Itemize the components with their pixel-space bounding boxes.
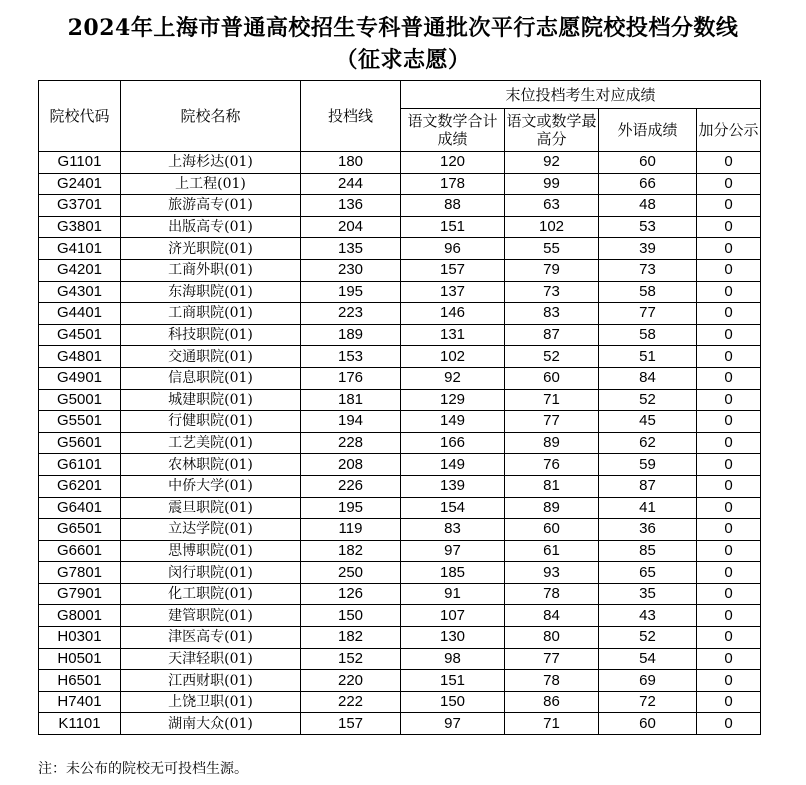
cell-chinese-or-math-max: 84 — [505, 605, 599, 627]
cell-code: G2401 — [39, 173, 121, 195]
cell-code: G6401 — [39, 497, 121, 519]
cell-name: 工商职院(01) — [121, 303, 301, 325]
cell-name: 农林职院(01) — [121, 454, 301, 476]
cell-chinese-or-math-max: 80 — [505, 627, 599, 649]
cell-chinese-math-total: 107 — [401, 605, 505, 627]
cell-name: 信息职院(01) — [121, 367, 301, 389]
table-row — [39, 691, 761, 713]
cell-code: G4401 — [39, 303, 121, 325]
cell-chinese-math-total: 88 — [401, 195, 505, 217]
cell-foreign-language: 58 — [599, 324, 697, 346]
table-row — [39, 367, 761, 389]
cell-line: 250 — [301, 562, 401, 584]
cell-bonus: 0 — [697, 562, 761, 584]
table-row — [39, 605, 761, 627]
table-row — [39, 475, 761, 497]
cell-bonus: 0 — [697, 324, 761, 346]
cell-foreign-language: 43 — [599, 605, 697, 627]
cell-code: G8001 — [39, 605, 121, 627]
table-row — [39, 411, 761, 433]
cell-chinese-or-math-max: 89 — [505, 432, 599, 454]
cell-bonus: 0 — [697, 583, 761, 605]
score-table — [38, 80, 761, 735]
cell-name: 中侨大学(01) — [121, 475, 301, 497]
cell-code: G6101 — [39, 454, 121, 476]
cell-chinese-math-total: 178 — [401, 173, 505, 195]
cell-line: 230 — [301, 259, 401, 281]
cell-chinese-math-total: 130 — [401, 627, 505, 649]
cell-chinese-or-math-max: 99 — [505, 173, 599, 195]
table-row — [39, 454, 761, 476]
cell-chinese-or-math-max: 79 — [505, 259, 599, 281]
cell-line: 150 — [301, 605, 401, 627]
cell-chinese-or-math-max: 52 — [505, 346, 599, 368]
cell-chinese-or-math-max: 55 — [505, 238, 599, 260]
page-subtitle: （征求志愿） — [335, 47, 471, 73]
cell-chinese-or-math-max: 87 — [505, 324, 599, 346]
cell-chinese-or-math-max: 63 — [505, 195, 599, 217]
header-foreign-language: 外语成绩 — [599, 109, 697, 152]
cell-chinese-math-total: 157 — [401, 259, 505, 281]
cell-name: 思博职院(01) — [121, 540, 301, 562]
cell-name: 湖南大众(01) — [121, 713, 301, 735]
cell-name: 津医高专(01) — [121, 627, 301, 649]
cell-chinese-or-math-max: 102 — [505, 216, 599, 238]
cell-chinese-or-math-max: 78 — [505, 670, 599, 692]
cell-chinese-or-math-max: 89 — [505, 497, 599, 519]
table-row — [39, 713, 761, 735]
table-row — [39, 432, 761, 454]
cell-line: 195 — [301, 497, 401, 519]
cell-code: G4201 — [39, 259, 121, 281]
cell-name: 闵行职院(01) — [121, 562, 301, 584]
cell-chinese-math-total: 83 — [401, 519, 505, 541]
cell-chinese-math-total: 91 — [401, 583, 505, 605]
cell-chinese-math-total: 150 — [401, 691, 505, 713]
cell-chinese-or-math-max: 60 — [505, 367, 599, 389]
header-bonus: 加分公示 — [697, 109, 761, 152]
table-row — [39, 238, 761, 260]
cell-chinese-math-total: 92 — [401, 367, 505, 389]
cell-name: 济光职院(01) — [121, 238, 301, 260]
cell-line: 135 — [301, 238, 401, 260]
cell-line: 223 — [301, 303, 401, 325]
cell-line: 181 — [301, 389, 401, 411]
cell-code: G4501 — [39, 324, 121, 346]
cell-line: 208 — [301, 454, 401, 476]
cell-bonus: 0 — [697, 605, 761, 627]
cell-chinese-math-total: 146 — [401, 303, 505, 325]
cell-foreign-language: 39 — [599, 238, 697, 260]
cell-bonus: 0 — [697, 389, 761, 411]
cell-foreign-language: 72 — [599, 691, 697, 713]
cell-chinese-or-math-max: 81 — [505, 475, 599, 497]
cell-foreign-language: 87 — [599, 475, 697, 497]
cell-bonus: 0 — [697, 540, 761, 562]
header-line: 投档线 — [301, 81, 401, 152]
table-row — [39, 670, 761, 692]
cell-code: G4301 — [39, 281, 121, 303]
table-row — [39, 152, 761, 174]
cell-chinese-or-math-max: 60 — [505, 519, 599, 541]
cell-chinese-math-total: 154 — [401, 497, 505, 519]
table-row — [39, 540, 761, 562]
cell-chinese-or-math-max: 77 — [505, 411, 599, 433]
cell-chinese-math-total: 151 — [401, 670, 505, 692]
table-row — [39, 389, 761, 411]
page-title: 2024年上海市普通高校招生专科普通批次平行志愿院校投档分数线 — [67, 15, 739, 41]
header-chinese-math-total: 语文数学合计成绩 — [401, 109, 505, 152]
header-group: 末位投档考生对应成绩 — [401, 81, 761, 109]
cell-chinese-math-total: 185 — [401, 562, 505, 584]
cell-chinese-or-math-max: 73 — [505, 281, 599, 303]
cell-bonus: 0 — [697, 152, 761, 174]
cell-name: 上海杉达(01) — [121, 152, 301, 174]
cell-foreign-language: 58 — [599, 281, 697, 303]
table-row — [39, 562, 761, 584]
cell-code: H7401 — [39, 691, 121, 713]
cell-name: 江西财职(01) — [121, 670, 301, 692]
cell-name: 科技职院(01) — [121, 324, 301, 346]
cell-chinese-or-math-max: 61 — [505, 540, 599, 562]
cell-foreign-language: 54 — [599, 648, 697, 670]
cell-code: G4101 — [39, 238, 121, 260]
cell-line: 228 — [301, 432, 401, 454]
cell-foreign-language: 41 — [599, 497, 697, 519]
cell-chinese-math-total: 97 — [401, 713, 505, 735]
cell-name: 交通职院(01) — [121, 346, 301, 368]
cell-code: G3801 — [39, 216, 121, 238]
cell-foreign-language: 59 — [599, 454, 697, 476]
cell-bonus: 0 — [697, 475, 761, 497]
cell-bonus: 0 — [697, 432, 761, 454]
cell-chinese-or-math-max: 93 — [505, 562, 599, 584]
cell-code: G6601 — [39, 540, 121, 562]
cell-chinese-or-math-max: 71 — [505, 713, 599, 735]
cell-name: 上饶卫职(01) — [121, 691, 301, 713]
cell-foreign-language: 65 — [599, 562, 697, 584]
cell-name: 天津轻职(01) — [121, 648, 301, 670]
cell-bonus: 0 — [697, 346, 761, 368]
cell-code: H6501 — [39, 670, 121, 692]
header-code: 院校代码 — [39, 81, 121, 152]
cell-chinese-or-math-max: 92 — [505, 152, 599, 174]
cell-bonus: 0 — [697, 411, 761, 433]
cell-line: 220 — [301, 670, 401, 692]
cell-code: G5501 — [39, 411, 121, 433]
cell-bonus: 0 — [697, 670, 761, 692]
cell-name: 上工程(01) — [121, 173, 301, 195]
table-row — [39, 519, 761, 541]
cell-bonus: 0 — [697, 173, 761, 195]
cell-line: 176 — [301, 367, 401, 389]
cell-bonus: 0 — [697, 281, 761, 303]
cell-name: 工商外职(01) — [121, 259, 301, 281]
cell-line: 153 — [301, 346, 401, 368]
cell-code: G1101 — [39, 152, 121, 174]
cell-chinese-math-total: 98 — [401, 648, 505, 670]
cell-line: 189 — [301, 324, 401, 346]
cell-name: 行健职院(01) — [121, 411, 301, 433]
cell-foreign-language: 62 — [599, 432, 697, 454]
table-row — [39, 259, 761, 281]
cell-bonus: 0 — [697, 713, 761, 735]
cell-foreign-language: 52 — [599, 389, 697, 411]
table-row — [39, 648, 761, 670]
cell-chinese-math-total: 139 — [401, 475, 505, 497]
cell-bonus: 0 — [697, 367, 761, 389]
table-row — [39, 173, 761, 195]
cell-bonus: 0 — [697, 216, 761, 238]
cell-foreign-language: 66 — [599, 173, 697, 195]
cell-foreign-language: 45 — [599, 411, 697, 433]
cell-bonus: 0 — [697, 303, 761, 325]
cell-foreign-language: 77 — [599, 303, 697, 325]
cell-code: H0301 — [39, 627, 121, 649]
cell-foreign-language: 51 — [599, 346, 697, 368]
cell-foreign-language: 60 — [599, 713, 697, 735]
cell-name: 出版高专(01) — [121, 216, 301, 238]
cell-line: 182 — [301, 627, 401, 649]
cell-foreign-language: 36 — [599, 519, 697, 541]
cell-code: G6501 — [39, 519, 121, 541]
cell-name: 立达学院(01) — [121, 519, 301, 541]
cell-bonus: 0 — [697, 259, 761, 281]
table-row — [39, 583, 761, 605]
cell-name: 旅游高专(01) — [121, 195, 301, 217]
cell-bonus: 0 — [697, 497, 761, 519]
cell-foreign-language: 85 — [599, 540, 697, 562]
cell-foreign-language: 53 — [599, 216, 697, 238]
cell-code: G6201 — [39, 475, 121, 497]
cell-chinese-math-total: 102 — [401, 346, 505, 368]
cell-chinese-math-total: 97 — [401, 540, 505, 562]
table-row — [39, 497, 761, 519]
cell-code: G3701 — [39, 195, 121, 217]
cell-name: 震旦职院(01) — [121, 497, 301, 519]
cell-line: 136 — [301, 195, 401, 217]
table-row — [39, 281, 761, 303]
cell-code: H0501 — [39, 648, 121, 670]
cell-code: G4901 — [39, 367, 121, 389]
cell-bonus: 0 — [697, 238, 761, 260]
table-row — [39, 195, 761, 217]
cell-code: K1101 — [39, 713, 121, 735]
cell-line: 195 — [301, 281, 401, 303]
cell-chinese-math-total: 137 — [401, 281, 505, 303]
cell-line: 182 — [301, 540, 401, 562]
cell-line: 126 — [301, 583, 401, 605]
cell-chinese-math-total: 149 — [401, 454, 505, 476]
cell-code: G5001 — [39, 389, 121, 411]
cell-chinese-math-total: 151 — [401, 216, 505, 238]
cell-chinese-math-total: 131 — [401, 324, 505, 346]
cell-bonus: 0 — [697, 519, 761, 541]
cell-chinese-math-total: 166 — [401, 432, 505, 454]
cell-foreign-language: 48 — [599, 195, 697, 217]
cell-name: 城建职院(01) — [121, 389, 301, 411]
cell-bonus: 0 — [697, 454, 761, 476]
cell-chinese-or-math-max: 77 — [505, 648, 599, 670]
cell-foreign-language: 73 — [599, 259, 697, 281]
table-row — [39, 627, 761, 649]
cell-line: 226 — [301, 475, 401, 497]
cell-chinese-math-total: 120 — [401, 152, 505, 174]
cell-name: 化工职院(01) — [121, 583, 301, 605]
cell-line: 204 — [301, 216, 401, 238]
cell-code: G5601 — [39, 432, 121, 454]
cell-line: 180 — [301, 152, 401, 174]
cell-name: 建管职院(01) — [121, 605, 301, 627]
cell-code: G4801 — [39, 346, 121, 368]
header-name: 院校名称 — [121, 81, 301, 152]
cell-line: 244 — [301, 173, 401, 195]
cell-chinese-math-total: 149 — [401, 411, 505, 433]
cell-line: 222 — [301, 691, 401, 713]
table-row — [39, 324, 761, 346]
cell-bonus: 0 — [697, 691, 761, 713]
cell-line: 152 — [301, 648, 401, 670]
cell-chinese-or-math-max: 78 — [505, 583, 599, 605]
cell-line: 157 — [301, 713, 401, 735]
cell-chinese-or-math-max: 86 — [505, 691, 599, 713]
footnote: 注：未公布的院校无可投档生源。 — [38, 761, 248, 777]
cell-foreign-language: 60 — [599, 152, 697, 174]
cell-line: 119 — [301, 519, 401, 541]
cell-bonus: 0 — [697, 195, 761, 217]
table-row — [39, 216, 761, 238]
cell-bonus: 0 — [697, 648, 761, 670]
cell-code: G7901 — [39, 583, 121, 605]
cell-name: 工艺美院(01) — [121, 432, 301, 454]
table-row — [39, 346, 761, 368]
cell-chinese-math-total: 129 — [401, 389, 505, 411]
cell-bonus: 0 — [697, 627, 761, 649]
cell-chinese-or-math-max: 76 — [505, 454, 599, 476]
table-row — [39, 303, 761, 325]
cell-chinese-or-math-max: 83 — [505, 303, 599, 325]
header-chinese-or-math-max: 语文或数学最高分 — [505, 109, 599, 152]
cell-name: 东海职院(01) — [121, 281, 301, 303]
cell-chinese-math-total: 96 — [401, 238, 505, 260]
cell-line: 194 — [301, 411, 401, 433]
cell-code: G7801 — [39, 562, 121, 584]
cell-foreign-language: 35 — [599, 583, 697, 605]
cell-foreign-language: 52 — [599, 627, 697, 649]
cell-foreign-language: 84 — [599, 367, 697, 389]
cell-foreign-language: 69 — [599, 670, 697, 692]
cell-chinese-or-math-max: 71 — [505, 389, 599, 411]
